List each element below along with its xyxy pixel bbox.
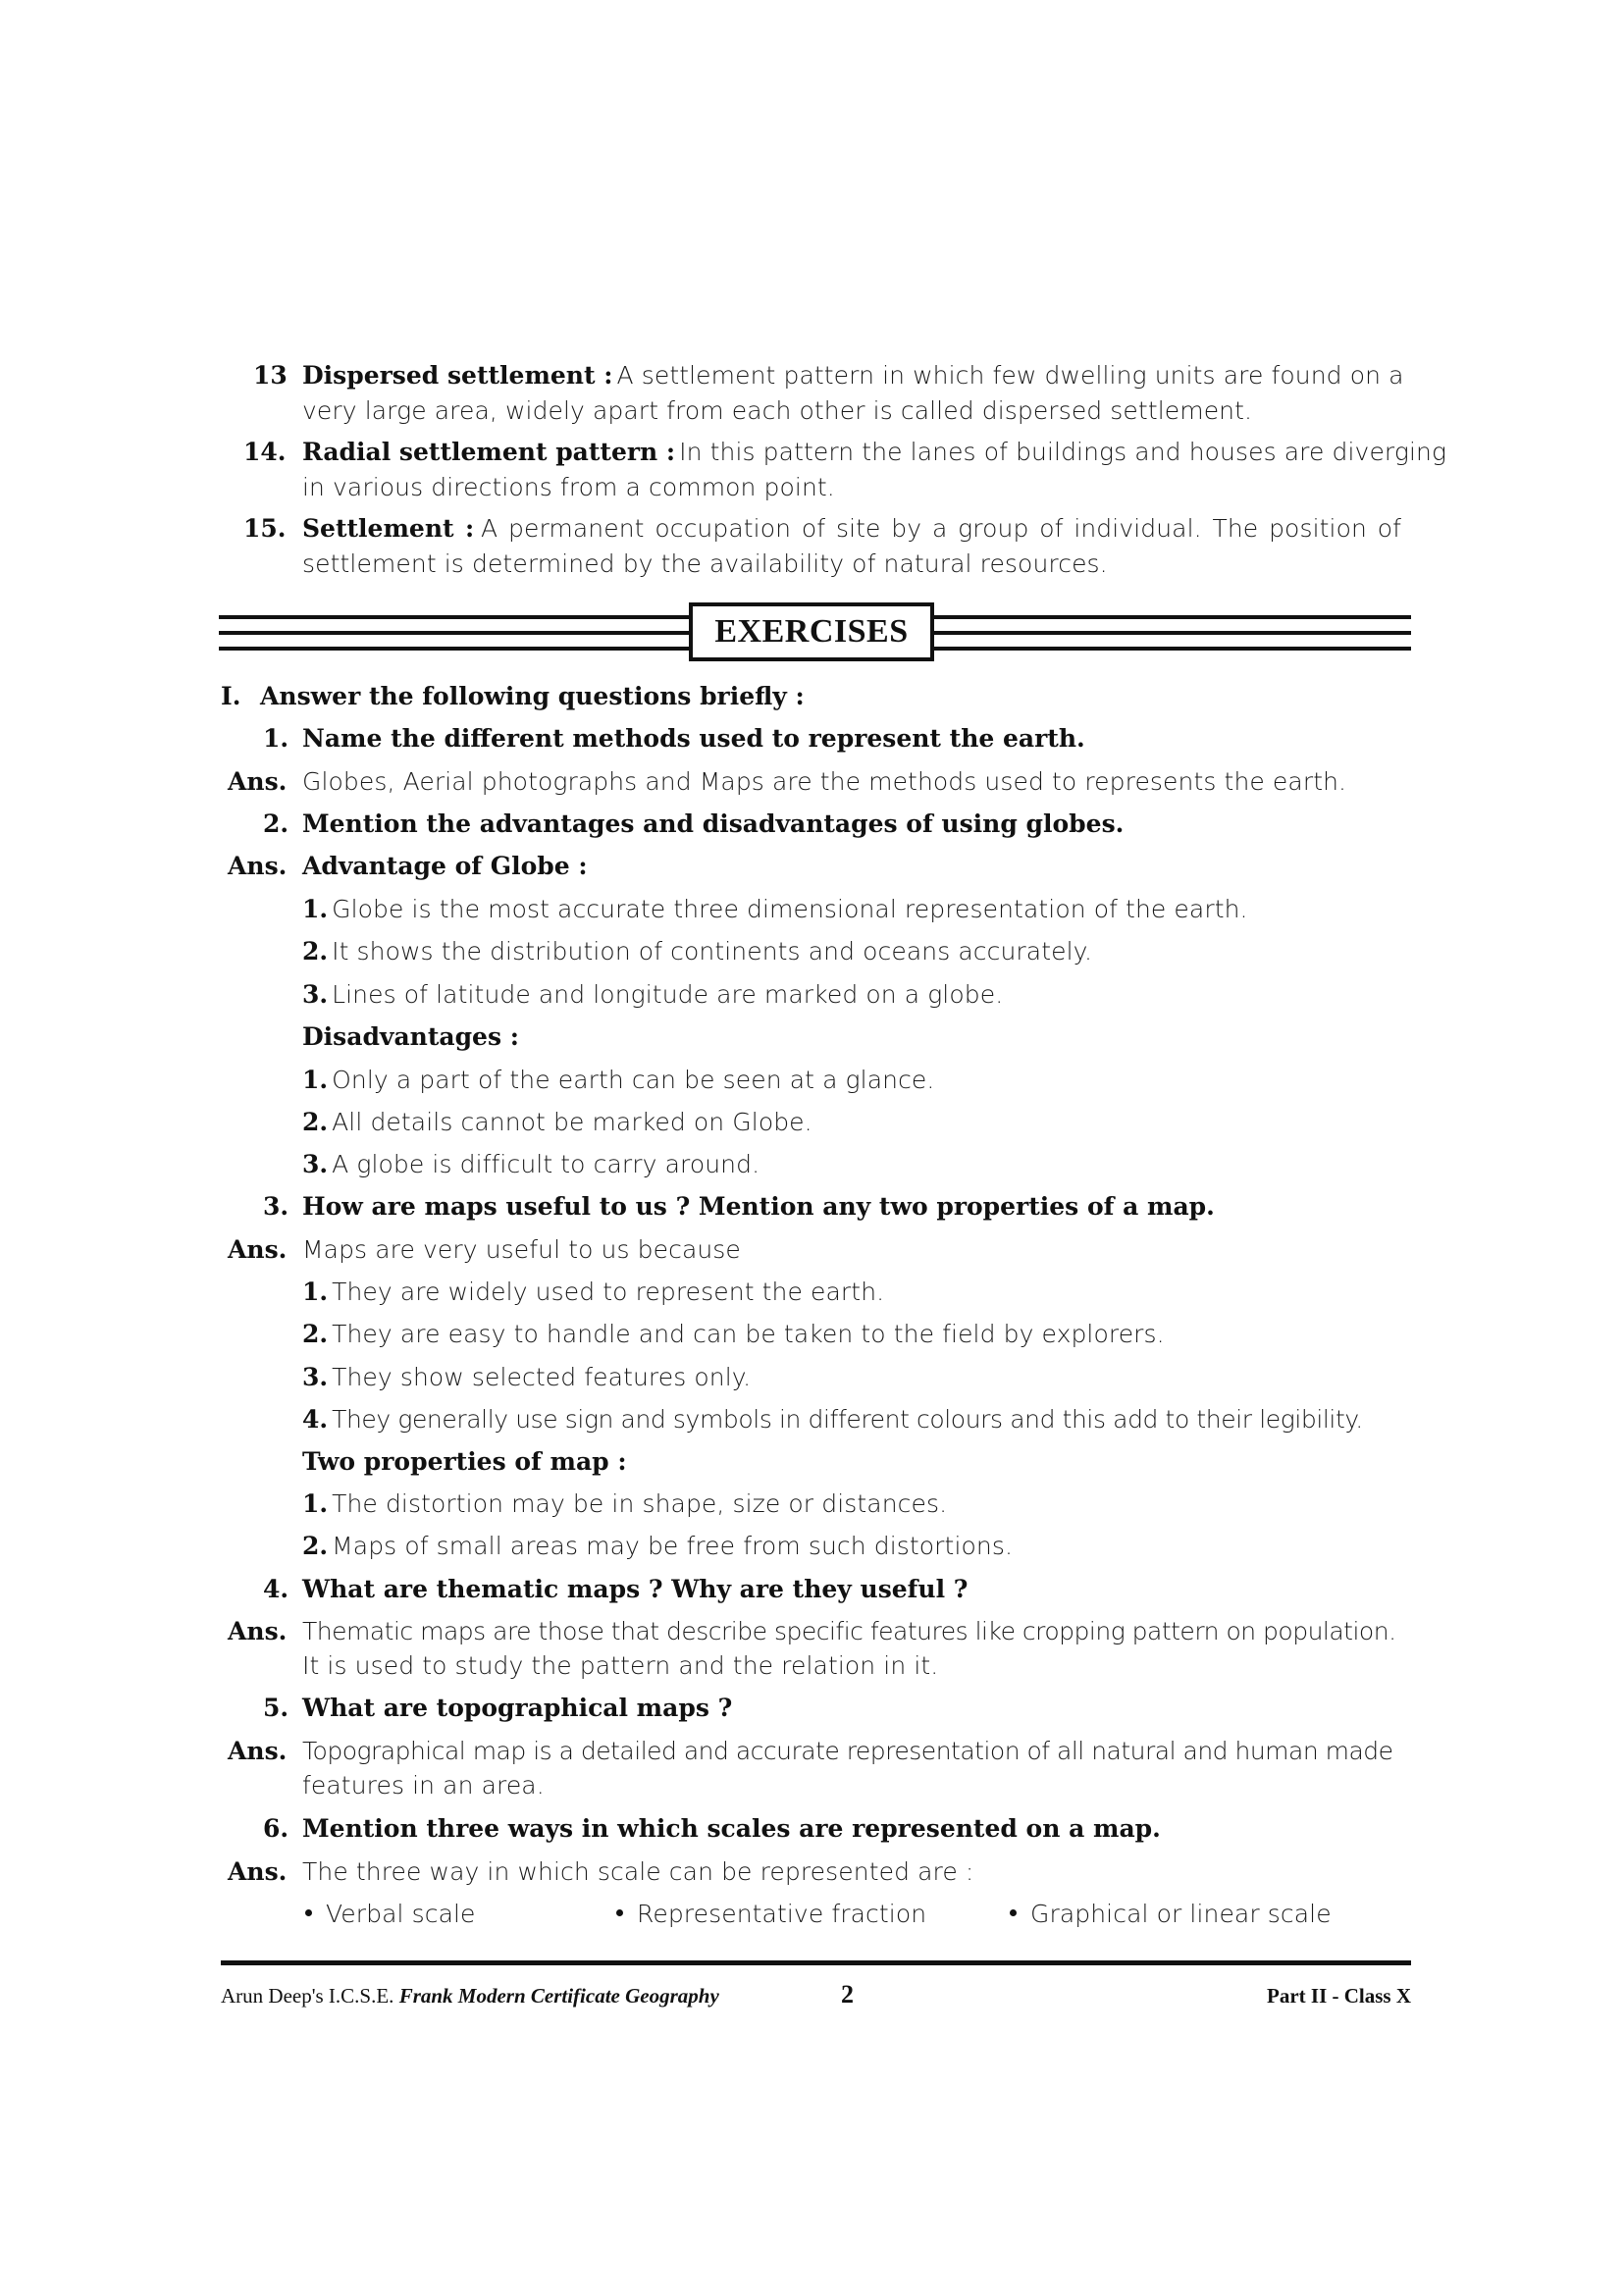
list-number: 1.	[302, 1278, 329, 1306]
answer-text-cont: features in an area.	[302, 1771, 545, 1800]
list-text: They are easy to handle and can be taken to the field by explorers.	[332, 1320, 1165, 1348]
bullet-item	[616, 1902, 926, 1926]
list-number: 2.	[302, 1108, 329, 1136]
definition-term: Radial settlement pattern :	[302, 438, 676, 466]
bullet-text: Representative fraction	[637, 1900, 927, 1928]
footer-rule	[221, 1960, 1411, 1965]
list-item	[302, 1322, 1165, 1346]
banner-rule	[219, 615, 690, 619]
exercises-title: EXERCISES	[689, 602, 934, 661]
list-text: Lines of latitude and longitude are marked on a globe.	[332, 980, 1004, 1009]
list-text: A globe is difficult to carry around.	[332, 1150, 760, 1178]
question-number: 2.	[263, 809, 289, 838]
question-text: What are thematic maps ? Why are they useful ?	[302, 1575, 969, 1603]
list-item	[302, 1110, 812, 1134]
bullet-icon	[305, 1909, 312, 1916]
list-item	[302, 1491, 947, 1516]
ans-label: Ans.	[228, 1617, 288, 1645]
question-text: How are maps useful to us ? Mention any two properties of a map.	[302, 1192, 1215, 1221]
banner-rule	[932, 631, 1411, 635]
question-text: Mention the advantages and disadvantages of using globes.	[302, 809, 1125, 838]
definition-number: 13	[253, 361, 288, 390]
question-text: Name the different methods used to represent the earth.	[302, 724, 1085, 753]
list-number: 1.	[302, 1066, 329, 1094]
definition-text: In this pattern the lanes of buildings and houses are diverging	[679, 438, 1447, 466]
ans-label: Ans.	[228, 767, 288, 796]
bullet-item	[1010, 1902, 1332, 1926]
definition-text-cont: very large area, widely apart from each other is called dispersed settlement.	[302, 396, 1253, 425]
list-text: They generally use sign and symbols in different colours and this add to their legibility.	[332, 1405, 1363, 1434]
definition-text-cont: in various directions from a common point.	[302, 473, 835, 501]
list-text: Only a part of the earth can be seen at a glance.	[332, 1066, 935, 1094]
subheading: Disadvantages :	[302, 1022, 519, 1051]
list-item	[302, 1365, 751, 1389]
list-text: They are widely used to represent the earth.	[332, 1278, 885, 1306]
list-item	[302, 982, 1003, 1007]
definition-number: 15.	[243, 514, 287, 543]
answer-text: The three way in which scale can be represented are :	[302, 1857, 974, 1886]
bullet-item	[305, 1902, 476, 1926]
list-text: Maps of small areas may be free from such distortions.	[332, 1532, 1013, 1560]
list-item	[302, 897, 1248, 921]
definition-number: 14.	[243, 438, 287, 466]
answer-text-cont: It is used to study the pattern and the relation in it.	[302, 1651, 939, 1680]
list-number: 3.	[302, 1363, 329, 1391]
list-number: 1.	[302, 1489, 329, 1518]
footer-part: Part II - Class X	[1267, 1984, 1411, 2008]
list-number: 1.	[302, 895, 329, 923]
list-number: 2.	[302, 937, 329, 965]
question-number: 3.	[263, 1192, 289, 1221]
page-number: 2	[841, 1980, 854, 2009]
answer-text: Topographical map is a detailed and accurate representation of all natural and human made	[302, 1737, 1393, 1765]
ans-label: Ans.	[228, 1737, 288, 1765]
list-item	[302, 939, 1092, 964]
list-item	[302, 1534, 1013, 1558]
bullet-icon	[616, 1909, 623, 1916]
definition-line	[302, 361, 1404, 390]
definition-text-cont: settlement is determined by the availability of natural resources.	[302, 549, 1108, 578]
list-number: 2.	[302, 1532, 329, 1560]
answer-text: Globes, Aerial photographs and Maps are the methods used to represents the earth.	[302, 767, 1347, 796]
banner-rule	[219, 631, 690, 635]
list-item	[302, 1152, 760, 1176]
list-text: Globe is the most accurate three dimensional representation of the earth.	[332, 895, 1248, 923]
list-item	[302, 1068, 934, 1092]
banner-rule	[932, 647, 1411, 651]
bullet-icon	[1010, 1909, 1017, 1916]
question-text: What are topographical maps ?	[302, 1694, 733, 1722]
question-number: 1.	[263, 724, 289, 753]
list-number: 3.	[302, 980, 329, 1009]
list-text: They show selected features only.	[332, 1363, 752, 1391]
question-number: 4.	[263, 1575, 289, 1603]
list-number: 4.	[302, 1405, 329, 1434]
footer-book	[221, 1984, 719, 2009]
banner-rule	[219, 647, 690, 651]
list-number: 2.	[302, 1320, 329, 1348]
list-number: 3.	[302, 1150, 329, 1178]
list-item	[302, 1279, 884, 1304]
banner-rule	[932, 615, 1411, 619]
answer-text: Maps are very useful to us because	[302, 1235, 741, 1264]
list-text: The distortion may be in shape, size or distances.	[332, 1489, 948, 1518]
section-label: I.	[221, 682, 241, 710]
list-text: It shows the distribution of continents and oceans accurately.	[332, 937, 1093, 965]
answer-text: Thematic maps are those that describe specific features like cropping pattern on population.	[302, 1617, 1396, 1645]
definition-term: Settlement :	[302, 514, 475, 543]
bullet-text: Verbal scale	[326, 1900, 476, 1928]
question-number: 6.	[263, 1814, 289, 1843]
bullet-text: Graphical or linear scale	[1030, 1900, 1332, 1928]
footer-publisher: Arun Deep's I.C.S.E.	[221, 1984, 394, 2008]
question-number: 5.	[263, 1694, 289, 1722]
ans-label: Ans.	[228, 1235, 288, 1264]
list-text: All details cannot be marked on Globe.	[332, 1108, 812, 1136]
definition-line	[302, 516, 1401, 541]
list-item	[302, 1407, 1363, 1432]
section-title: Answer the following questions briefly :	[260, 682, 805, 710]
definition-text: A settlement pattern in which few dwelling units are found on a	[616, 361, 1404, 390]
subheading: Two properties of map :	[302, 1447, 627, 1476]
subheading: Advantage of Globe :	[302, 852, 588, 880]
definition-term: Dispersed settlement :	[302, 361, 613, 390]
definition-line	[302, 438, 1447, 466]
question-text: Mention three ways in which scales are represented on a map.	[302, 1814, 1161, 1843]
ans-label: Ans.	[228, 1857, 288, 1886]
definition-text: A permanent occupation of site by a group of individual. The position of	[481, 514, 1402, 543]
footer-book-title: Frank Modern Certificate Geography	[398, 1984, 719, 2008]
ans-label: Ans.	[228, 852, 288, 880]
